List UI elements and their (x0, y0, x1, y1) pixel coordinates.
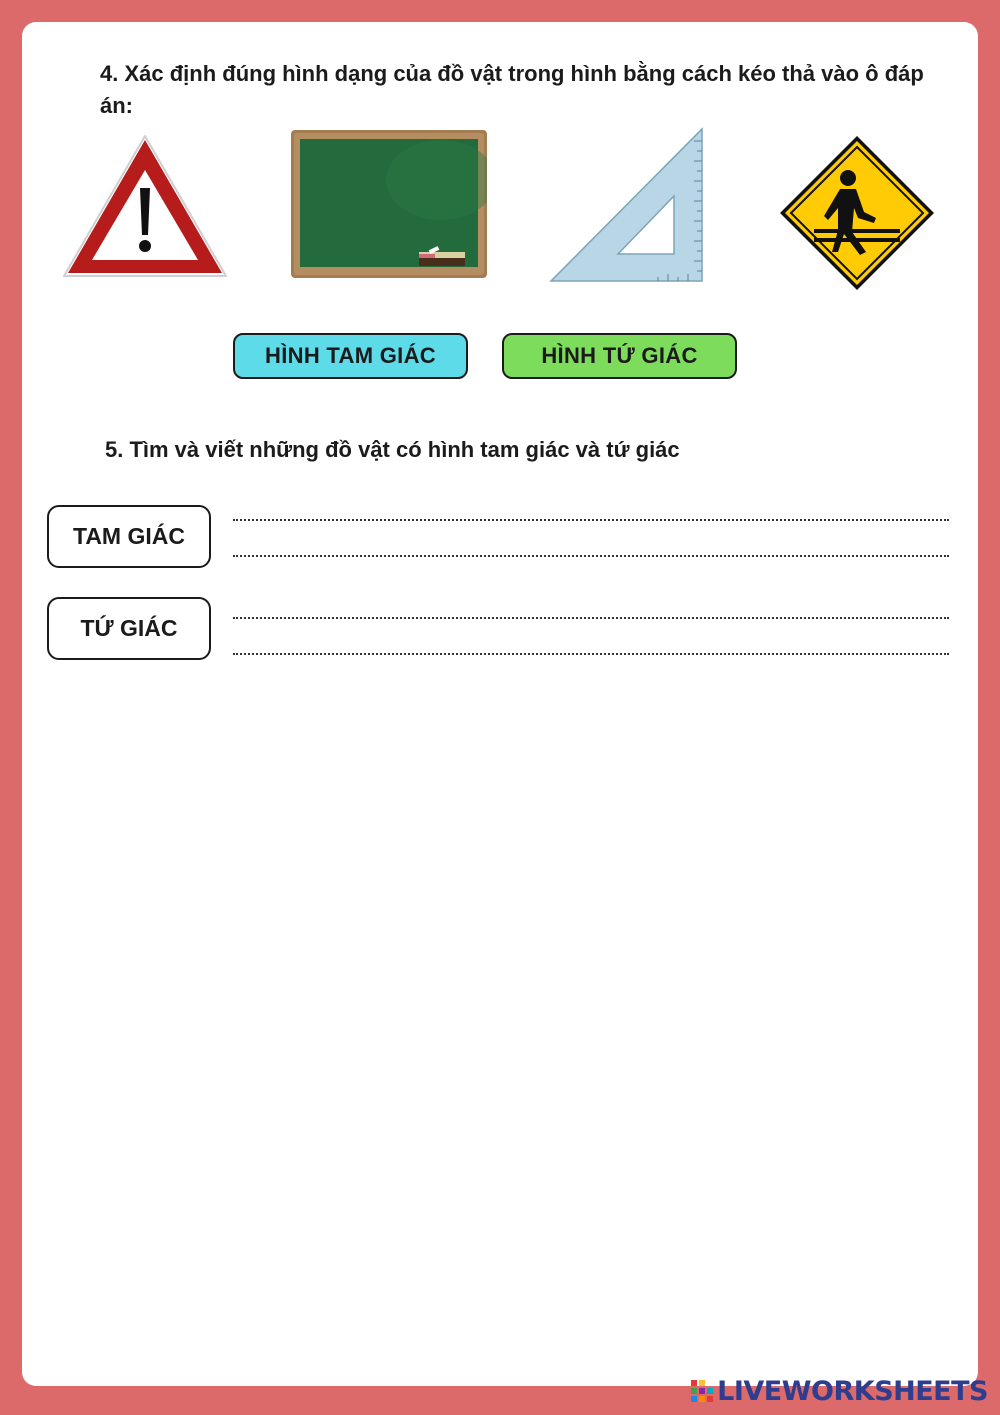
triangle-answer-line-2[interactable] (233, 555, 949, 557)
quadrilateral-answer-line-1[interactable] (233, 617, 949, 619)
question-5-text: 5. Tìm và viết những đồ vật có hình tam giác và tứ giác (105, 437, 680, 462)
triangle-answer-line-1[interactable] (233, 519, 949, 521)
quadrilateral-category-label: TỨ GIÁC (47, 597, 211, 660)
liveworksheets-logo-text: LIVEWORKSHEETS (717, 1376, 988, 1407)
liveworksheets-logo-icon (691, 1380, 713, 1404)
warning-triangle-sign-image (60, 130, 230, 282)
quadrilateral-answer-line-2[interactable] (233, 653, 949, 655)
set-square-ruler-image (548, 126, 706, 284)
triangle-category-label: TAM GIÁC (47, 505, 211, 568)
answer-triangle-button[interactable]: HÌNH TAM GIÁC (233, 333, 468, 379)
chalkboard-image (291, 130, 487, 278)
pedestrian-crossing-sign-image (778, 134, 936, 292)
question-4-text: 4. Xác định đúng hình dạng của đồ vật trong hình bằng cách kéo thả vào ô đáp án: (100, 61, 924, 118)
liveworksheets-logo (691, 1376, 988, 1407)
answer-quadrilateral-button[interactable]: HÌNH TỨ GIÁC (502, 333, 737, 379)
